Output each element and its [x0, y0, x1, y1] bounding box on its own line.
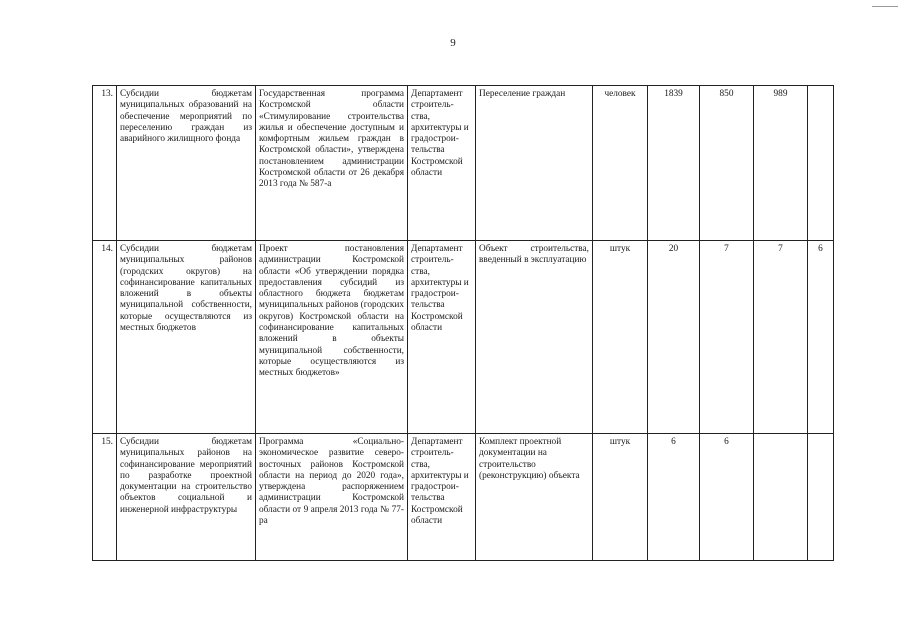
unit: штук — [593, 241, 648, 434]
value-year-3: 6 — [808, 241, 834, 434]
value-total: 20 — [648, 241, 700, 434]
value-year-2: 989 — [754, 86, 808, 241]
value-total: 1839 — [648, 86, 700, 241]
table-row — [93, 86, 834, 241]
value-year-1: 850 — [700, 86, 754, 241]
value-year-2 — [754, 434, 808, 561]
executor: Департамент строитель-ства, архитектуры и градострои-тельства Костромской области — [408, 434, 476, 561]
indicator-name: Объект строительства, введенный в эксплуатацию — [476, 241, 593, 434]
value-total: 6 — [648, 434, 700, 561]
row-number: 13. — [93, 86, 117, 241]
row-number: 15. — [93, 434, 117, 561]
subsidy-name: Субсидии бюджетам муниципальных районов на софинансирование мероприятий по разработке проектной документации на строительство объектов социальной и инженерной инфраструктуры — [117, 434, 256, 561]
table-row — [93, 241, 834, 434]
executor: Департамент строитель-ства, архитектуры и градострои-тельства Костромской области — [408, 241, 476, 434]
legal-basis: Государственная программа Костромской области «Стимулирование строительства жилья и обеспечение доступным и комфортным жильем граждан в Костромской области», утверждена постановлением администрации Костромской области от 26 декабря 2013 года № 587-а — [256, 86, 408, 241]
legal-basis: Программа «Социально-экономическое развитие северо-восточных районов Костромской области на период до 2020 года», утверждена распоряжением администрации Костромской области от 9 апреля 2013 года № 77-ра — [256, 434, 408, 561]
value-year-1: 7 — [700, 241, 754, 434]
indicator-name: Комплект проектной документации на строительство (реконструкцию) объекта — [476, 434, 593, 561]
executor: Департамент строитель-ства, архитектуры и градострои-тельства Костромской области — [408, 86, 476, 241]
value-year-3 — [808, 434, 834, 561]
corner-scan-mark — [872, 6, 898, 7]
unit: штук — [593, 434, 648, 561]
row-number: 14. — [93, 241, 117, 434]
page-number: 9 — [450, 37, 456, 49]
subsidy-name: Субсидии бюджетам муниципальных образований на обеспечение мероприятий по переселению граждан из аварийного жилищного фонда — [117, 86, 256, 241]
program-table — [92, 85, 834, 561]
legal-basis: Проект постановления администрации Костромской области «Об утверждении порядка предоставления субсидий из областного бюджета бюджетам муниципальных районов (городских округов) Костромской области на софинансирование капитальных вложений в объекты муниципальной собственности, которые осуществляются из местных бюджетов» — [256, 241, 408, 434]
value-year-2: 7 — [754, 241, 808, 434]
table-row — [93, 434, 834, 561]
unit: человек — [593, 86, 648, 241]
value-year-3 — [808, 86, 834, 241]
subsidy-name: Субсидии бюджетам муниципальных районов (городских округов) на софинансирование капитальных вложений в объекты муниципальной собственности, которые осуществляются из местных бюджетов — [117, 241, 256, 434]
indicator-name: Переселение граждан — [476, 86, 593, 241]
value-year-1: 6 — [700, 434, 754, 561]
